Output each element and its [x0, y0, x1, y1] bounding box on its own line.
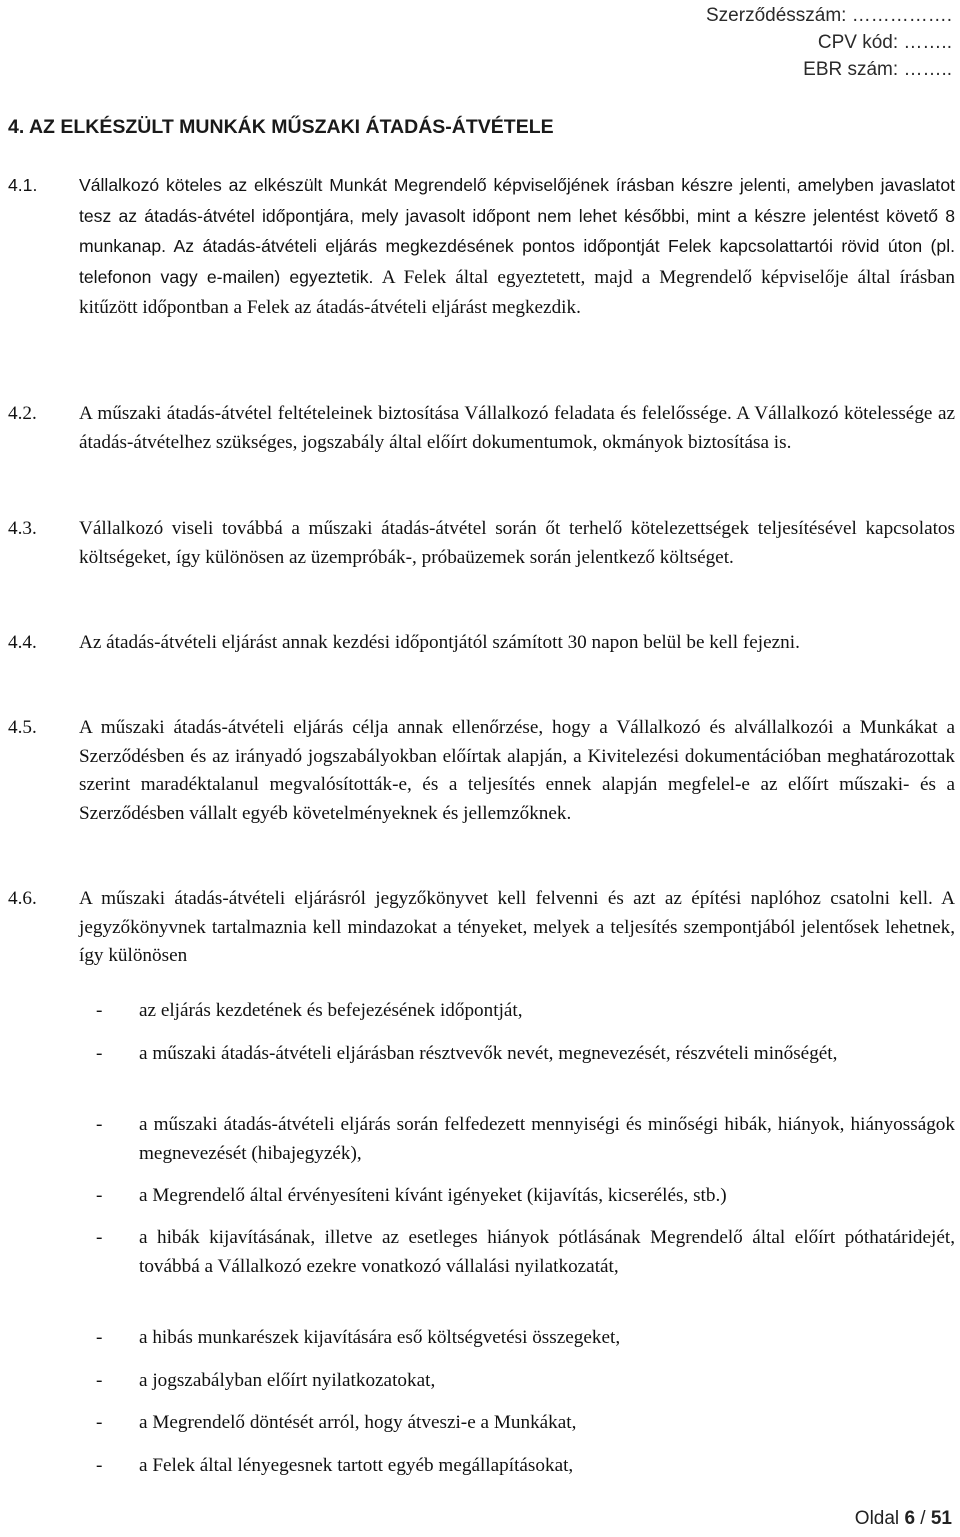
contract-header	[706, 2, 952, 83]
page-separator: /	[920, 1508, 926, 1529]
list-item-text: a műszaki átadás-átvételi eljárás során felfedezett mennyiségi és minőségi hibák, hiányok, hiányosságok megnevezését (hibajegyzék),	[139, 1114, 955, 1164]
total-pages: 51	[930, 1508, 952, 1529]
cpv-code: CPV kód: ……..	[817, 32, 952, 53]
section-title: 4. AZ ELKÉSZÜLT MUNKÁK MŰSZAKI ÁTADÁS-ÁTVÉTELE	[8, 116, 554, 138]
clause-number: 4.5.	[8, 717, 37, 738]
list-bullet: -	[96, 1043, 103, 1064]
list-item-text: a hibás munkarészek kijavítására eső költségvetési összegeket,	[139, 1327, 621, 1348]
clause-text: A műszaki átadás-átvételi eljárás célja annak ellenőrzése, hogy a Vállalkozó és alvállalkozói a Munkákat a Szerződésben és az irányadó jogszabályokban előírtak alapján, a Kivitelezési dokumentációban meghatározottak szerint maradéktalanul megvalósították-e, és a teljesítés ennek alapján megfelel-e az előírt műszaki- és a Szerződésben vállalt egyéb követelményeknek és jellemzőknek.	[79, 717, 955, 825]
list-item-text: a hibák kijavításának, illetve az esetleges hiányok pótlásának Megrendelő által előírt póthatáridejét, továbbá a Vállalkozó ezekre vonatkozó vállalási nyilatkozatát,	[139, 1227, 955, 1277]
list-item-text: az eljárás kezdetének és befejezésének időpontját,	[139, 1000, 523, 1021]
clause-number: 4.1.	[8, 175, 38, 195]
list-bullet: -	[96, 1370, 103, 1391]
current-page: 6	[904, 1508, 916, 1529]
list-bullet: -	[96, 1000, 103, 1021]
clause-text: Vállalkozó viseli továbbá a műszaki átadás-átvétel során őt terhelő kötelezettségek teljesítésével kapcsolatos költségeket, így különösen az üzempróbák-, próbaüzemek során jelentkező költséget.	[79, 518, 955, 568]
list-item-text: a Megrendelő által érvényesíteni kívánt igényeket (kijavítás, kicserélés, stb.)	[139, 1185, 727, 1206]
list-bullet: -	[96, 1185, 103, 1206]
list-bullet: -	[96, 1412, 103, 1433]
list-item-text: a jogszabályban előírt nyilatkozatokat,	[139, 1370, 436, 1391]
list-bullet: -	[96, 1227, 103, 1248]
clause-text: Az átadás-átvételi eljárást annak kezdési időpontjától számított 30 napon belül be kell fejezni.	[79, 632, 800, 653]
clause-4-1-part2: A Felek által egyeztetett, majd a Megrendelő képviselője által írásban kitűzött időpontban a Felek az átadás-átvételi eljárást megkezdik.	[79, 267, 956, 318]
clause-4-1-part1: Vállalkozó köteles az elkészült Munkát Megrendelő képviselőjének írásban készre jelenti, amelyben javaslatot tesz az átadás-átvétel időpontjára, mely javasolt időpont nem lehet későbbi, mint a készre jelentést követő 8 munkanap. Az átadás-átvételi eljárás megkezdésének pontos időpontját Felek kapcsolattartói rövid úton (pl. telefonon vagy e-mailen) egyeztetik.	[79, 175, 955, 288]
list-item-text: a műszaki átadás-átvételi eljárásban résztvevők nevét, megnevezését, részvételi minőségét,	[139, 1043, 838, 1064]
list-bullet: -	[96, 1114, 103, 1135]
list-item-text: a Megrendelő döntését arról, hogy átveszi-e a Munkákat,	[139, 1412, 577, 1433]
list-bullet: -	[96, 1327, 103, 1348]
ebr-number: EBR szám: ……..	[803, 59, 952, 80]
clause-text	[79, 171, 955, 324]
clause-number: 4.2.	[8, 403, 37, 424]
clause-number: 4.6.	[8, 888, 37, 909]
contract-number: Szerződésszám: …………….	[706, 5, 952, 26]
clause-text: A műszaki átadás-átvétel feltételeinek biztosítása Vállalkozó feladata és felelőssége. A Vállalkozó kötelessége az átadás-átvételhez szükséges, jogszabály által előírt dokumentumok, okmányok biztosítása is.	[79, 403, 955, 453]
page-label: Oldal	[854, 1508, 900, 1529]
clause-number: 4.3.	[8, 518, 37, 539]
list-item-text: a Felek által lényegesnek tartott egyéb megállapításokat,	[139, 1455, 574, 1476]
list-bullet: -	[96, 1455, 103, 1476]
clause-text: A műszaki átadás-átvételi eljárásról jegyzőkönyvet kell felvenni és azt az építési naplóhoz csatolni kell. A jegyzőkönyvnek tartalmaznia kell mindazokat a tényeket, melyek a teljesítés szempontjából jelentősek lehetnek, így különösen	[79, 888, 955, 967]
clause-number: 4.4.	[8, 632, 37, 653]
page-number	[855, 1508, 952, 1530]
